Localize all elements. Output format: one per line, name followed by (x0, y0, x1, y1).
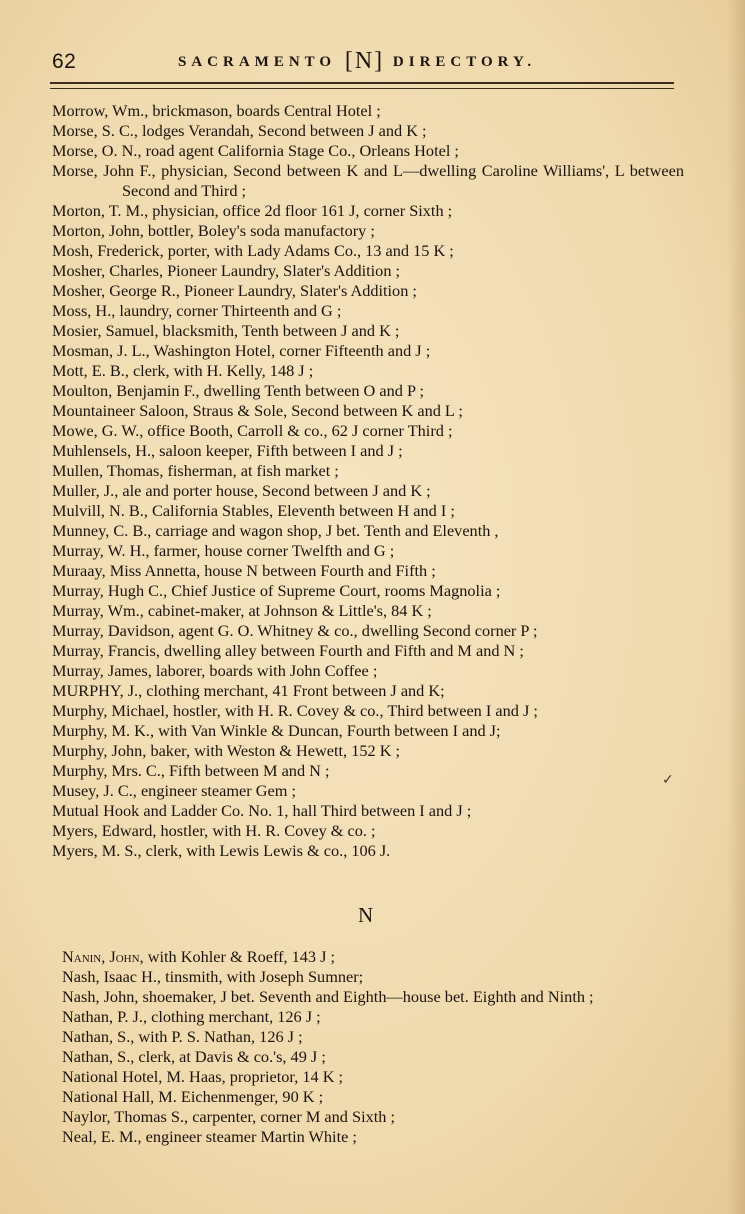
stray-ink-mark: ✓ (662, 773, 674, 788)
page-edge-shadow (727, 0, 745, 1214)
directory-entries-n (62, 947, 688, 1147)
running-head (178, 48, 536, 75)
directory-entry: Neal, E. M., engineer steamer Martin White ; (62, 1127, 357, 1146)
directory-entry: Murray, Francis, dwelling alley between Fourth and Fifth and M and N ; (52, 641, 524, 660)
directory-entry: Murray, W. H., farmer, house corner Twelfth and G ; (52, 541, 395, 560)
page-number: 62 (52, 50, 77, 73)
directory-entry: Morrow, Wm., brickmason, boards Central Hotel ; (52, 101, 381, 120)
directory-entry: Mosh, Frederick, porter, with Lady Adams Co., 13 and 15 K ; (52, 241, 454, 260)
running-head-left: SACRAMENTO (178, 54, 337, 70)
directory-entry: Nash, John, shoemaker, J bet. Seventh and Eighth—house bet. Eighth and Ninth ; (62, 987, 594, 1006)
directory-entry: Munney, C. B., carriage and wagon shop, J bet. Tenth and Eleventh , (52, 521, 499, 540)
directory-entry: Nathan, S., with P. S. Nathan, 126 J ; (62, 1027, 303, 1046)
directory-entry: Mott, E. B., clerk, with H. Kelly, 148 J ; (52, 361, 314, 380)
directory-entry: Morton, T. M., physician, office 2d floor 161 J, corner Sixth ; (52, 201, 453, 220)
running-head-letter: [N] (344, 48, 385, 74)
directory-entry: Muraay, Miss Annetta, house N between Fourth and Fifth ; (52, 561, 436, 580)
directory-entry: Myers, Edward, hostler, with H. R. Covey & co. ; (52, 821, 376, 840)
directory-entry: Morse, O. N., road agent California Stage Co., Orleans Hotel ; (52, 141, 459, 160)
directory-entry: Nash, Isaac H., tinsmith, with Joseph Sumner; (62, 967, 364, 986)
directory-entry: Mosher, Charles, Pioneer Laundry, Slater's Addition ; (52, 261, 401, 280)
directory-entry: Mountaineer Saloon, Straus & Sole, Second between K and L ; (52, 401, 463, 420)
directory-entry: Mowe, G. W., office Booth, Carroll & co., 62 J corner Third ; (52, 421, 453, 440)
running-head-right: DIRECTORY. (392, 54, 537, 70)
directory-entry: Murphy, John, baker, with Weston & Hewett, 152 K ; (52, 741, 401, 760)
directory-entry: Morse, John F., physician, Second between K and L—dwelling Caroline Williams', L between Second and Third ; (52, 161, 684, 200)
directory-entry: National Hotel, M. Haas, proprietor, 14 K ; (62, 1067, 344, 1086)
directory-entry: Nanin, John, with Kohler & Roeff, 143 J ; (62, 947, 336, 966)
directory-entry: Murphy, Michael, hostler, with H. R. Covey & co., Third between I and J ; (52, 701, 538, 720)
directory-entry: Murphy, M. K., with Van Winkle & Duncan, Fourth between I and J; (52, 721, 501, 740)
directory-entry: Nathan, S., clerk, at Davis & co.'s, 49 J ; (62, 1047, 326, 1066)
directory-entry: Moss, H., laundry, corner Thirteenth and G ; (52, 301, 342, 320)
directory-entry: Murray, James, laborer, boards with John Coffee ; (52, 661, 378, 680)
directory-entry: Murphy, Mrs. C., Fifth between M and N ; (52, 761, 330, 780)
directory-entry: Morse, S. C., lodges Verandah, Second between J and K ; (52, 121, 427, 140)
directory-entry: Nathan, P. J., clothing merchant, 126 J ; (62, 1007, 321, 1026)
directory-entry: Mulvill, N. B., California Stables, Eleventh between H and I ; (52, 501, 455, 520)
directory-entry: National Hall, M. Eichenmenger, 90 K ; (62, 1087, 324, 1106)
section-heading-n: N (358, 903, 374, 927)
directory-entry: Mosman, J. L., Washington Hotel, corner Fifteenth and J ; (52, 341, 431, 360)
directory-entry: Murray, Davidson, agent G. O. Whitney & co., dwelling Second corner P ; (52, 621, 538, 640)
directory-entry: Murray, Hugh C., Chief Justice of Supreme Court, rooms Magnolia ; (52, 581, 501, 600)
header-rule (50, 82, 674, 89)
directory-entry: Mullen, Thomas, fisherman, at fish market ; (52, 461, 339, 480)
directory-entry: Musey, J. C., engineer steamer Gem ; (52, 781, 297, 800)
directory-entry: Myers, M. S., clerk, with Lewis Lewis & co., 106 J. (52, 841, 391, 860)
directory-entry: Murray, Wm., cabinet-maker, at Johnson & Little's, 84 K ; (52, 601, 432, 620)
directory-entry: Mosier, Samuel, blacksmith, Tenth between J and K ; (52, 321, 400, 340)
directory-entry: Mosher, George R., Pioneer Laundry, Slater's Addition ; (52, 281, 417, 300)
directory-entry: Moulton, Benjamin F., dwelling Tenth between O and P ; (52, 381, 424, 400)
directory-entry: Naylor, Thomas S., carpenter, corner M and Sixth ; (62, 1107, 395, 1126)
directory-entries-m (52, 101, 684, 861)
directory-entry: Morton, John, bottler, Boley's soda manufactory ; (52, 221, 375, 240)
directory-entry: MURPHY, J., clothing merchant, 41 Front between J and K; (52, 681, 445, 700)
directory-entry: Muller, J., ale and porter house, Second between J and K ; (52, 481, 431, 500)
directory-entry: Mutual Hook and Ladder Co. No. 1, hall Third between I and J ; (52, 801, 472, 820)
entry-name-small-caps: Nanin, John (62, 947, 140, 966)
directory-entry: Muhlensels, H., saloon keeper, Fifth between I and J ; (52, 441, 403, 460)
